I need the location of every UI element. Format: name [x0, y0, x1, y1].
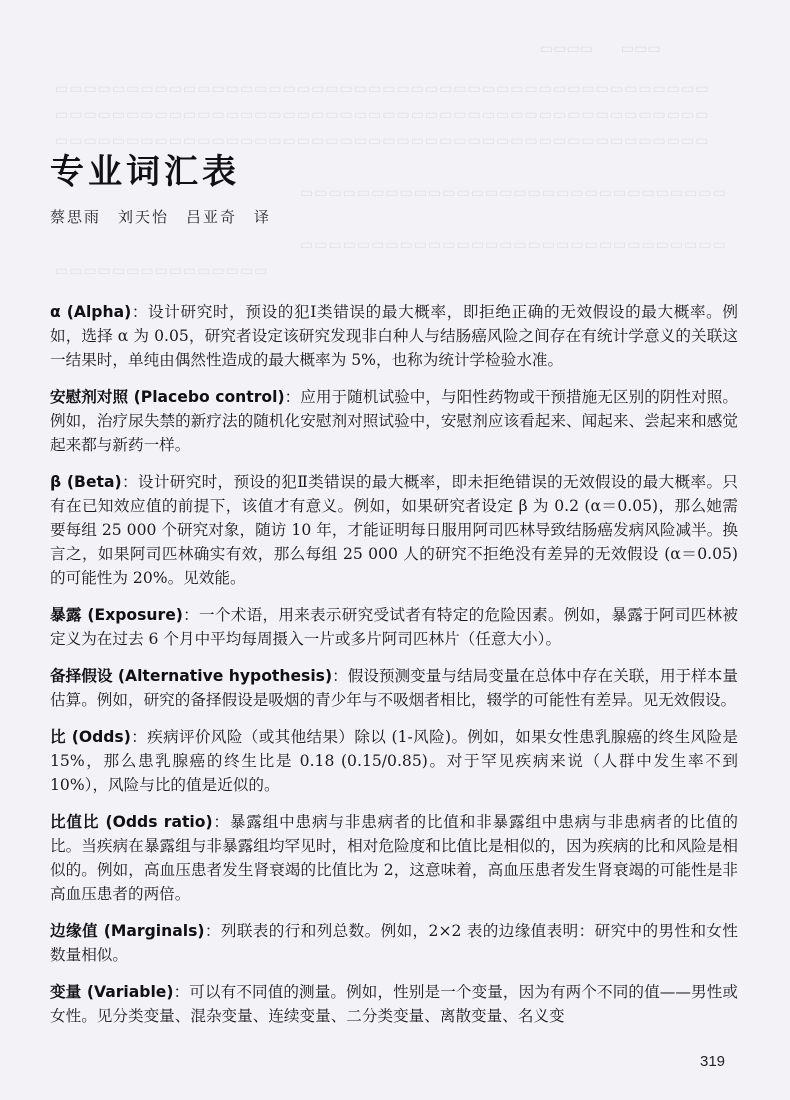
glossary-entry [50, 385, 738, 457]
glossary-definition: ：暴露组中患病与非患病者的比值和非暴露组中患病与非患病者的比值的比。当疾病在暴露组与非暴露组均罕见时，相对危险度和比值比是相似的，因为疾病的比和风险是相似的。例如，高血压患者发生肾衰竭的比值比为 2，这意味着，高血压患者发生肾衰竭的可能性是非高血压患者的两倍。 [50, 813, 738, 903]
glossary-entry [50, 300, 738, 372]
bleed-through-text: ▭▭▭▭▭▭▭▭▭▭▭▭▭▭▭▭▭▭▭▭▭▭▭▭▭▭▭▭▭▭ [300, 185, 727, 201]
glossary-entry [50, 919, 738, 967]
translator-credits: 蔡思雨 刘天怡 吕亚奇 译 [50, 208, 272, 226]
glossary-term: 比 (Odds) [50, 728, 131, 746]
glossary-definition: ：列联表的行和列总数。例如，2×2 表的边缘值表明：研究中的男性和女性数量相似。 [50, 922, 738, 964]
page-number: 319 [700, 1053, 726, 1070]
bleed-through-text: ▭▭▭▭▭▭▭▭▭▭▭▭▭▭▭▭▭▭▭▭▭▭▭▭▭▭▭▭▭▭ [300, 237, 727, 253]
bleed-through-text: ▭▭▭▭▭▭▭▭▭▭▭▭▭▭▭ [55, 263, 269, 279]
glossary-entry [50, 725, 738, 797]
glossary-definition: ：应用于随机试验中，与阳性药物或干预措施无区别的阴性对照。例如，治疗尿失禁的新疗法的随机化安慰剂对照试验中，安慰剂应该看起来、闻起来、尝起来和感觉起来都与新药一样。 [50, 388, 738, 454]
glossary-definition: ：设计研究时，预设的犯Ⅱ类错误的最大概率，即未拒绝错误的无效假设的最大概率。只有在已知效应值的前提下，该值才有意义。例如，如果研究者设定 β 为 0.2 (α＝0.05)，那么她需要每组 25 000 个研究对象，随访 10 年，才能证明每日服用阿司匹林导致结肠癌发病风险减半。换言之，如果阿司匹林确实有效，那么每组 25 000 人的研究不拒绝没有差异的无效假设 (α＝0.05) 的可能性为 20%。见效能。 [50, 473, 738, 587]
glossary-definition: ：一个术语，用来表示研究受试者有特定的危险因素。例如，暴露于阿司匹林被定义为在过去 6 个月中平均每周摄入一片或多片阿司匹林片（任意大小）。 [50, 606, 738, 648]
bleed-through-text: ▭▭▭▭▭▭▭▭▭▭▭▭▭▭▭▭▭▭▭▭▭▭▭▭▭▭▭▭▭▭▭▭▭▭▭▭▭▭▭▭▭▭▭▭▭▭ [55, 81, 710, 97]
glossary-definition: ：疾病评价风险（或其他结果）除以 (1-风险)。例如，如果女性患乳腺癌的终生风险是 15%，那么患乳腺癌的终生比是 0.18 (0.15/0.85)。对于罕见疾病来说（人群中发生率不到 10%），风险与比的值是近似的。 [50, 728, 738, 794]
glossary-term: 暴露 (Exposure) [50, 606, 183, 624]
glossary-term: α (Alpha) [50, 303, 132, 321]
glossary-term: β (Beta) [50, 473, 122, 491]
bleed-through-text: ▭▭▭▭▭▭▭▭▭▭▭▭▭▭▭▭▭▭▭▭▭▭▭▭▭▭▭▭▭▭▭▭▭▭▭▭▭▭▭▭▭▭▭▭▭▭ [55, 107, 710, 123]
glossary-definition: ：可以有不同值的测量。例如，性别是一个变量，因为有两个不同的值——男性或女性。见分类变量、混杂变量、连续变量、二分类变量、离散变量、名义变 [50, 983, 738, 1025]
bleed-through-header: ▭▭▭▭ ▭▭▭ [540, 41, 661, 57]
glossary-term: 边缘值 (Marginals) [50, 922, 205, 940]
glossary-entry [50, 664, 738, 712]
glossary-entry [50, 470, 738, 590]
glossary-definition: ：假设预测变量与结局变量在总体中存在关联，用于样本量估算。例如，研究的备择假设是吸烟的青少年与不吸烟者相比，辍学的可能性有差异。见无效假设。 [50, 667, 738, 709]
glossary-entries [50, 300, 738, 1041]
glossary-term: 安慰剂对照 (Placebo control) [50, 388, 285, 406]
page-title: 专业词汇表 [50, 152, 240, 192]
glossary-entry [50, 810, 738, 906]
glossary-term: 备择假设 (Alternative hypothesis) [50, 667, 333, 685]
glossary-entry [50, 980, 738, 1028]
glossary-term: 变量 (Variable) [50, 983, 174, 1001]
glossary-entry [50, 603, 738, 651]
glossary-term: 比值比 (Odds ratio) [50, 813, 213, 831]
bleed-through-text: ▭▭▭▭▭▭▭▭▭▭▭▭▭▭▭▭▭▭▭▭▭▭▭▭▭▭▭▭▭▭▭▭▭▭▭▭▭▭▭▭▭▭▭▭▭▭ [55, 133, 710, 149]
glossary-definition: ：设计研究时，预设的犯Ⅰ类错误的最大概率，即拒绝正确的无效假设的最大概率。例如，选择 α 为 0.05，研究者设定该研究发现非白种人与结肠癌风险之间存在有统计学意义的关联这一结果时，单纯由偶然性造成的最大概率为 5%，也称为统计学检验水准。 [50, 303, 738, 369]
